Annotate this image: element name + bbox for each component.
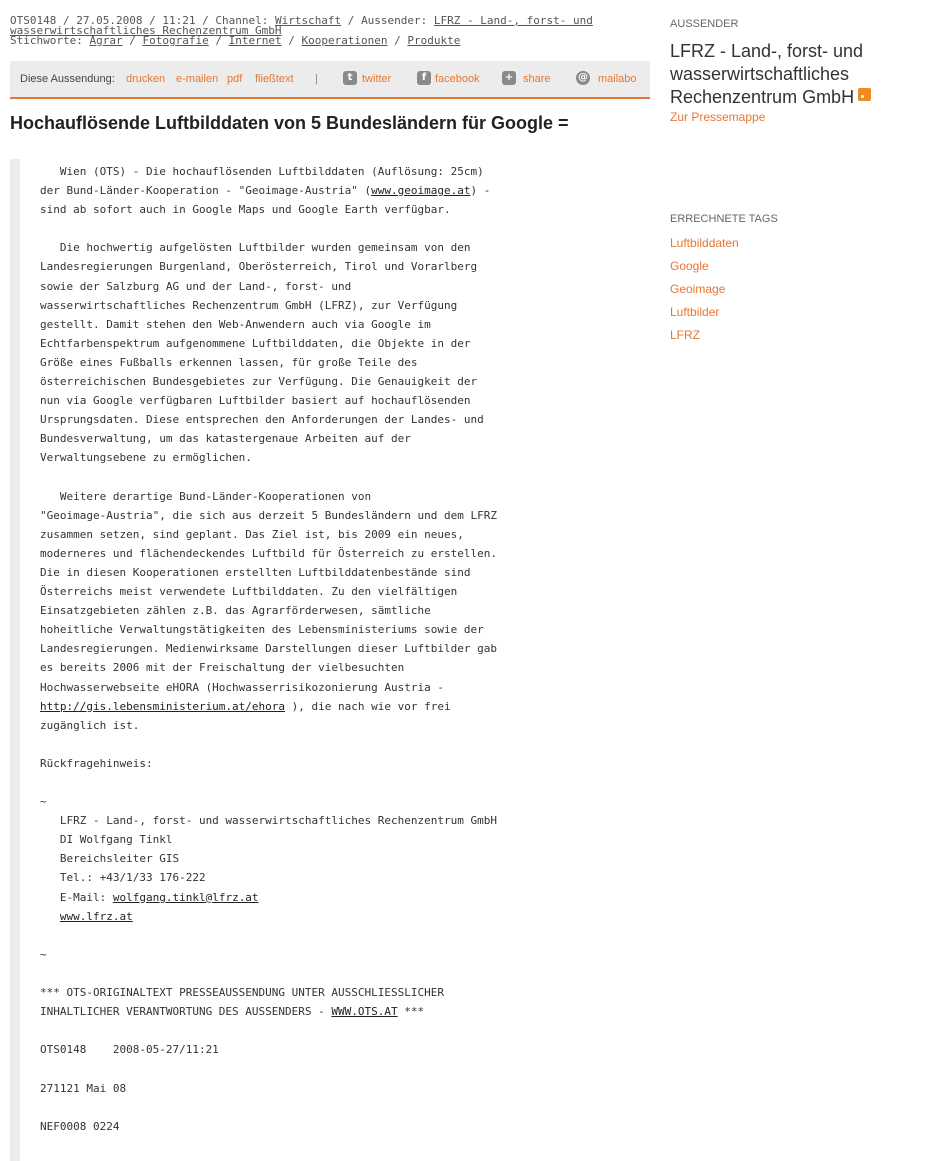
keyword-agrar[interactable]: Agrar xyxy=(89,36,123,46)
sender-link-cont[interactable]: wasserwirtschaftliches Rechenzentrum GmbH xyxy=(10,26,282,36)
contact-web-link[interactable]: www.lfrz.at xyxy=(59,909,133,923)
mailabo-icon[interactable]: @ xyxy=(578,72,588,83)
channel-link[interactable]: Wirtschaft xyxy=(274,16,342,26)
keyword-kooperationen[interactable]: Kooperationen xyxy=(301,36,388,46)
ots-notice: ~ *** OTS-ORIGINALTEXT PRESSEAUSSENDUNG UNTER AUSSCHLIESSLICHER INHALTLICHER VERANTWORTUNG DES AUSSENDERS - xyxy=(40,947,444,1019)
facebook-icon[interactable]: f xyxy=(417,71,431,85)
share-icon[interactable]: + xyxy=(502,71,516,85)
twitter-link[interactable]: twitter xyxy=(362,73,392,85)
channel-label: Channel: xyxy=(215,16,269,26)
pdf-link[interactable]: pdf xyxy=(227,73,243,85)
body-para-1: Wien (OTS) - Die hochauflösenden Luftbilddaten (Auflösung: 25cm) der Bund-Länder-Kooperation - "Geoimage-Austria" ( xyxy=(40,165,484,198)
tag-lfrz[interactable]: LFRZ xyxy=(670,328,700,342)
contact-gap xyxy=(40,910,60,923)
press-kit-link[interactable]: Zur Pressemappe xyxy=(670,110,766,124)
keyword-internet[interactable]: Internet xyxy=(228,36,282,46)
ehora-link[interactable]: http://gis.lebensministerium.at/ehora xyxy=(40,699,286,713)
meta-line-1: OTS0148 / 27.05.2008 / 11:21 / Channel: Wirtschaft / Aussender: LFRZ - Land-, forst- und xyxy=(10,16,593,26)
sender-org xyxy=(670,40,920,109)
print-link[interactable]: drucken xyxy=(126,73,166,85)
sender-label: Aussender: xyxy=(361,16,428,26)
release-footer-codes: *** OTS0148 2008-05-27/11:21 271121 Mai 08 NEF0008 0224 xyxy=(40,1005,425,1133)
twitter-icon[interactable]: t xyxy=(343,71,357,85)
page-title: Hochauflösende Luftbilddaten von 5 Bundesländern für Google = xyxy=(10,113,569,133)
tag-luftbilddaten[interactable]: Luftbilddaten xyxy=(670,236,739,250)
meta-line-3: Stichworte: Agrar / Fotografie / Internet / Kooperationen / Produkte xyxy=(10,36,461,46)
tag-luftbilder[interactable]: Luftbilder xyxy=(670,305,720,319)
contact-email-link[interactable]: wolfgang.tinkl@lfrz.at xyxy=(112,890,259,904)
keywords-label: Stichworte: xyxy=(10,36,83,46)
facebook-link[interactable]: facebook xyxy=(435,73,480,85)
release-body xyxy=(10,159,650,1161)
email-link[interactable]: e-mailen xyxy=(176,73,219,85)
share-link[interactable]: share xyxy=(523,73,551,85)
keyword-produkte[interactable]: Produkte xyxy=(407,36,461,46)
contact-block: ), die nach wie vor frei zugänglich ist. Rückfragehinweis: ~ LFRZ - Land-, forst- und wasserwirtschaftliches Rechenzentrum GmbH DI Wolfgang Tinkl Bereichsleiter GIS Tel.: +43/1/33 176-222 E-Mail: xyxy=(40,699,497,904)
body-para-2-3: ) - sind ab sofort auch in Google Maps und Google Earth verfügbar. Die hochwertig aufgelösten Luftbilder wurden gemeinsam von den Landesregierungen Burgenland, Oberösterreich, Tirol und Vorarlberg sowie der Salzburg AG und der Land-, forst- und wasserwirtschaftliches Rechenzentrum GmbH (LFRZ), zur Verfügung gestellt. Damit stehen den Web-Anwendern auch via Google im Echtfarbenspektrum aufgenommene Luftbilddaten, die Objekte in der Größe eines Fußballs erkennen lassen, für große Teile des österreichischen Bundesgebietes zur Verfügung. Die Genauigkeit der nun via Google verfügbaren Luftbilder basiert auf hochauflösenden Ursprungsdaten. Diese entsprechen den Anforderungen der Landes- und Bundesverwaltung, um das katastergenaue Arbeiten auf der Verwaltungsebene zu ermöglichen. Weitere derartige Bund-Länder-Kooperationen von "Geoimage-Austria", die sich aus derzeit 5 Bundesländern und dem LFRZ zusammen setzen, sind geplant. Das Ziel ist, bis 2009 ein neues, moderneres und flächendeckendes Luftbild für Österreich zu erstellen. Die in diesen Kooperationen erstellten Luftbilddatenbestände sind Österreichs meist verwendete Luftbilddaten. Zu den vielfältigen Einsatzgebieten zählen z.B. das Agrarförderwesen, sämtliche hoheitliche Verwaltungstätigkeiten des Lebensministeriums sowie der Landesregierungen. Medienwirksame Darstellungen dieser Luftbilder gab es bereits 2006 mit der Freischaltung der vielbesuchten Hochwasserwebseite eHORA (Hochwasserrisikozonierung Austria - xyxy=(40,184,497,694)
release-date: 27.05.2008 xyxy=(76,16,143,26)
plaintext-link[interactable]: fließtext xyxy=(255,73,294,85)
release-toolbar xyxy=(10,61,650,99)
tags-heading: ERRECHNETE TAGS xyxy=(670,213,778,225)
release-meta xyxy=(10,16,640,46)
toolbar-divider: | xyxy=(315,73,318,85)
rss-icon[interactable] xyxy=(858,88,871,101)
meta-line-2 xyxy=(10,26,640,36)
ots-link[interactable]: WWW.OTS.AT xyxy=(331,1005,398,1019)
sender-org-name[interactable]: LFRZ - Land-, forst- und wasserwirtschaftliches Rechenzentrum GmbH xyxy=(670,41,864,107)
geoimage-link[interactable]: www.geoimage.at xyxy=(371,184,471,198)
tag-geoimage[interactable]: Geoimage xyxy=(670,282,726,296)
tag-google[interactable]: Google xyxy=(670,259,709,273)
toolbar-label: Diese Aussendung: xyxy=(20,73,115,85)
sender-heading: AUSSENDER xyxy=(670,18,739,30)
body-text xyxy=(40,162,580,1136)
content-left-bar xyxy=(10,159,20,1161)
release-id: OTS0148 xyxy=(10,16,57,26)
sender-link[interactable]: LFRZ - Land-, forst- und xyxy=(433,16,593,26)
mailabo-link[interactable]: mailabo xyxy=(598,73,637,85)
keyword-fotografie[interactable]: Fotografie xyxy=(142,36,209,46)
release-time: 11:21 xyxy=(162,16,196,26)
